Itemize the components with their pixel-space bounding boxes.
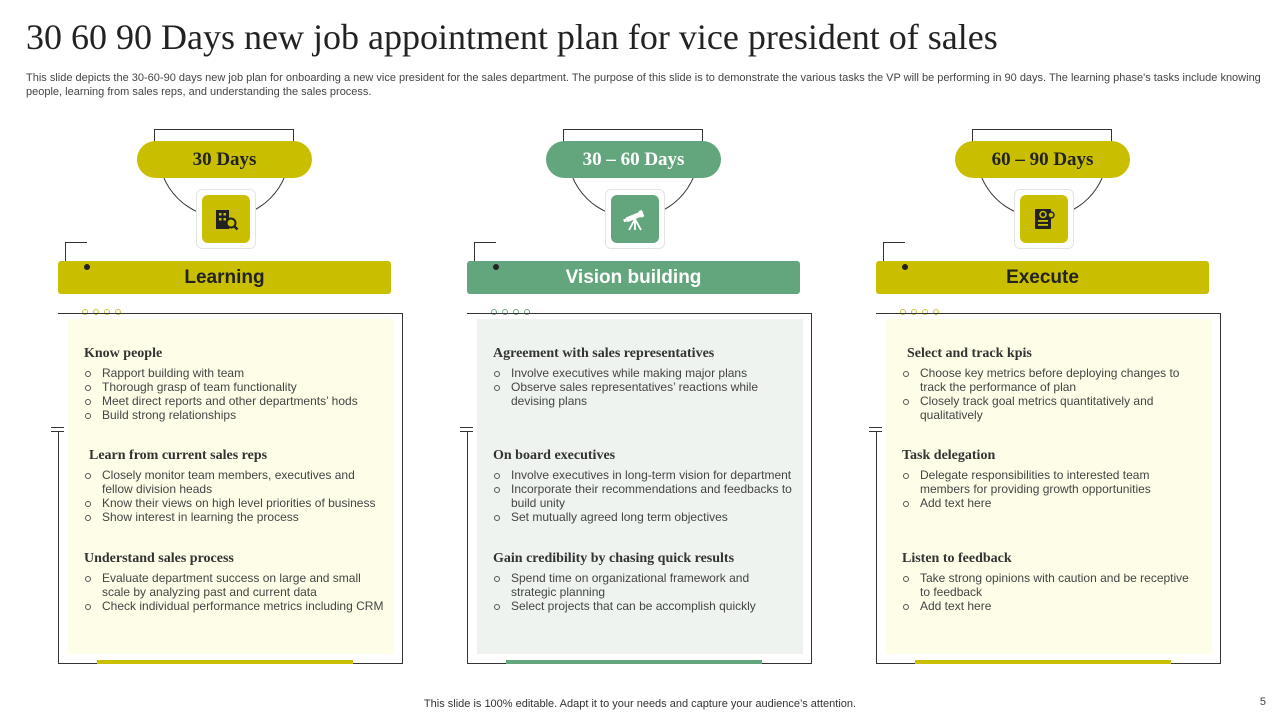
phase-column-30-days [55, 0, 415, 720]
bullet-item: Incorporate their recommendations and feedbacks to build unity [493, 482, 793, 510]
bullet-item: Involve executives in long-term vision for department [493, 468, 793, 482]
section-know-people [84, 346, 384, 422]
phase-column-30-60-days [464, 0, 824, 720]
outline-tick [869, 427, 882, 428]
bullet-item: Take strong opinions with caution and be receptive to feedback [902, 571, 1202, 599]
section-task-delegation [902, 448, 1202, 510]
bullet-item: Select projects that can be accomplish quickly [493, 599, 793, 613]
bullet-item: Evaluate department success on large and small scale by analyzing past and current data [84, 571, 384, 599]
section-understand-sales [84, 551, 384, 613]
bullet-item: Observe sales representatives’ reactions while devising plans [493, 380, 793, 408]
section-learn-from-reps [84, 448, 384, 524]
section-credibility [493, 551, 793, 613]
bullet-item: Closely track goal metrics quantitatively and qualitatively [902, 394, 1202, 422]
bracket-dot [902, 264, 908, 270]
page-number: 5 [1259, 696, 1266, 708]
period-pill: 30 Days [137, 141, 312, 178]
bullet-item: Add text here [902, 599, 1202, 613]
period-pill: 60 – 90 Days [955, 141, 1130, 178]
phase-heading-banner: Learning [58, 261, 391, 294]
section-title: On board executives [493, 448, 616, 463]
outline-tick [460, 431, 473, 432]
section-title: Learn from current sales reps [89, 448, 268, 463]
bullet-item: Check individual performance metrics including CRM [84, 599, 384, 613]
bullet-list [84, 468, 384, 524]
phase-heading-banner: Execute [876, 261, 1209, 294]
phase-column-60-90-days [873, 0, 1233, 720]
icon-frame [605, 189, 665, 249]
bullet-item: Add text here [902, 496, 1202, 510]
bullet-item: Rapport building with team [84, 366, 384, 380]
telescope-icon [611, 195, 659, 243]
bullet-item: Choose key metrics before deploying changes to track the performance of plan [902, 366, 1202, 394]
bullet-list [493, 366, 793, 408]
bullet-item: Involve executives while making major plans [493, 366, 793, 380]
bullet-list [902, 366, 1202, 422]
bracket-dot [84, 264, 90, 270]
bullet-list [493, 468, 793, 524]
bullet-item: Closely monitor team members, executives and fellow division heads [84, 468, 384, 496]
bullet-item: Thorough grasp of team functionality [84, 380, 384, 394]
section-agreement [493, 346, 793, 408]
bullet-item: Meet direct reports and other departments’ hods [84, 394, 384, 408]
section-title: Listen to feedback [902, 551, 1012, 566]
bullet-item: Delegate responsibilities to interested team members for providing growth opportunities [902, 468, 1202, 496]
panel-outline-left [58, 431, 59, 664]
bullet-list [902, 571, 1202, 613]
section-title: Select and track kpis [907, 346, 1032, 361]
icon-frame [196, 189, 256, 249]
panel-outline-left [467, 431, 468, 664]
section-on-board [493, 448, 793, 524]
bullet-item: Know their views on high level priorities of business [84, 496, 384, 510]
bullet-item: Set mutually agreed long term objectives [493, 510, 793, 524]
section-title: Agreement with sales representatives [493, 346, 715, 361]
panel-bottom-bar [915, 660, 1171, 664]
section-title: Understand sales process [84, 551, 234, 566]
bullet-item: Spend time on organizational framework and strategic planning [493, 571, 793, 599]
bullet-item: Build strong relationships [84, 408, 384, 422]
panel-bottom-bar [97, 660, 353, 664]
section-title: Task delegation [902, 448, 996, 463]
section-title: Gain credibility by chasing quick results [493, 551, 735, 566]
period-pill: 30 – 60 Days [546, 141, 721, 178]
icon-frame [1014, 189, 1074, 249]
phase-heading-banner: Vision building [467, 261, 800, 294]
bullet-list [84, 366, 384, 422]
section-title: Know people [84, 346, 163, 361]
slide-title: 30 60 90 Days new job appointment plan for vice president of sales [26, 17, 998, 57]
bullet-item: Show interest in learning the process [84, 510, 384, 524]
section-select-kpis [902, 346, 1202, 422]
bullet-list [493, 571, 793, 613]
building-search-icon [202, 195, 250, 243]
panel-outline-left [876, 431, 877, 664]
outline-tick [460, 427, 473, 428]
outline-tick [869, 431, 882, 432]
bullet-list [84, 571, 384, 613]
outline-tick [51, 431, 64, 432]
bracket-dot [493, 264, 499, 270]
slide-description: This slide depicts the 30-60-90 days new job plan for onboarding a new vice president for the sales department. The purpose of this slide is to demonstrate the various tasks the VP will be performing in 90 days. The learning phase's tasks include knowing people, learning from sales reps, and understanding the sales process. [26, 72, 1261, 98]
document-settings-icon [1020, 195, 1068, 243]
slide-footer: This slide is 100% editable. Adapt it to your needs and capture your audience’s attention. [423, 698, 857, 710]
panel-bottom-bar [506, 660, 762, 664]
bullet-list [902, 468, 1202, 510]
outline-tick [51, 427, 64, 428]
section-feedback [902, 551, 1202, 613]
